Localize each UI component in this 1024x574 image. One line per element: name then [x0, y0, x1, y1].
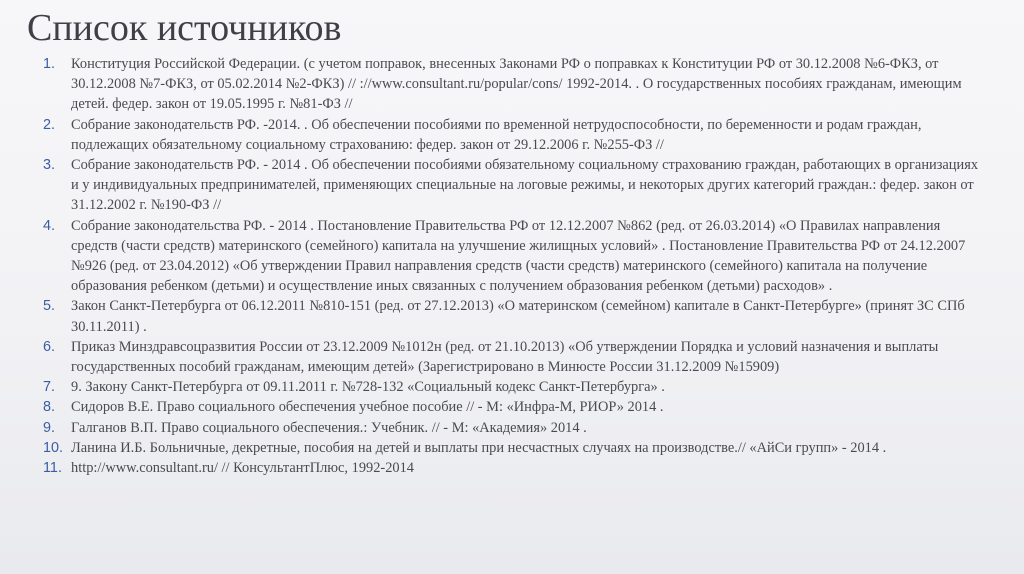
list-item-number: 11. — [43, 460, 62, 477]
list-item — [43, 155, 983, 216]
list-item — [43, 438, 983, 458]
list-item-number: 1. — [43, 56, 56, 72]
list-item — [43, 54, 983, 115]
list-item-text: Собрание законодательства РФ. - 2014 . Постановление Правительства РФ от 12.12.2007 №862 (ред. от 26.03.2014) «О Правилах направления средств (части средств) материнского (семейного) капитала на улучшение жилищных условий» . Постановление Правительства РФ от 24.12.2007 №926 (ред. от 23.04.2012) «Об утверждении Правил направления средств (части средств) материнского (семейного) капитала на получение образования ребенком (детьми) и осуществление иных связанных с получением образования ребенком (детьми) расходов» . — [71, 217, 966, 295]
list-item-number: 6. — [43, 338, 56, 355]
list-item — [43, 115, 983, 155]
list-item-number: 5. — [43, 298, 56, 315]
list-item-number: 4. — [43, 217, 56, 234]
list-item-number: 2. — [43, 116, 56, 133]
list-item-text: Ланина И.Б. Больничные, декретные, пособия на детей и выплаты при несчастных случаях на производстве.// «АйСи групп» - 2014 . — [71, 439, 887, 456]
list-item-number: 8. — [43, 399, 56, 416]
list-item-text: Собрание законодательств РФ. -2014. . Об обеспечении пособиями по временной нетрудоспособности, по беременности и родам граждан, подлежащих обязательному социальному страхованию: федер. закон от 29.12.2006 г. №255-ФЗ // — [71, 116, 922, 153]
slide-title: Список источников — [27, 7, 342, 49]
list-item — [43, 418, 983, 438]
list-item-number: 3. — [43, 157, 56, 174]
list-item-text: Приказ Минздравсоцразвития России от 23.12.2009 №1012н (ред. от 21.10.2013) «Об утверждении Порядка и условий назначения и выплаты государственных пособий гражданам, имеющим детей» (Зарегистрировано в Минюсте России 31.12.2009 №15909) — [71, 338, 939, 376]
list-item-text: Собрание законодательств РФ. - 2014 . Об обеспечении пособиями обязательному социальному страхованию граждан, работающих в организациях и у индивидуальных предпринимателей, применяющих специальные на логовые режимы, и некоторых других категорий граждан.: федер. закон от 31.12.2002 г. №190-ФЗ // — [71, 157, 979, 214]
list-item — [43, 458, 983, 478]
list-item-text: 9. Закону Санкт-Петербурга от 09.11.2011 г. №728-132 «Социальный кодекс Санкт-Петербурга» . — [71, 379, 665, 396]
list-item-text: Галганов В.П. Право социального обеспечения.: Учебник. // - М: «Академия» 2014 . — [71, 419, 587, 436]
list-item-number: 9. — [43, 419, 56, 436]
list-item-number: 10. — [43, 439, 64, 456]
list-item-number: 7. — [43, 379, 56, 396]
list-item — [43, 377, 983, 397]
list-item — [43, 337, 983, 377]
sources-list — [43, 54, 983, 478]
list-item-text: http://www.consultant.ru/ // КонсультантПлюс, 1992-2014 — [71, 460, 414, 477]
list-item-text: Закон Санкт-Петербурга от 06.12.2011 №810-151 (ред. от 27.12.2013) «О материнском (семейном) капитале в Санкт-Петербурге» (принят ЗС СПб 30.11.2011) . — [71, 298, 965, 335]
list-item — [43, 216, 983, 297]
list-item-text: Сидоров В.Е. Право социального обеспечения учебное пособие // - М: «Инфра-М, РИОР» 2014 . — [71, 399, 664, 416]
list-item-text: Конституция Российской Федерации. (с учетом поправок, внесенных Законами РФ о поправках к Конституции РФ от 30.12.2008 №6-ФКЗ, от 30.12.2008 №7-ФКЗ, от 05.02.2014 №2-ФКЗ) // ://www.consultant.ru/popular/cons/ 1992-2014. . О государственных пособиях гражданам, имеющим детей. федер. закон от 19.05.1995 г. №81-ФЗ // — [71, 56, 962, 113]
list-item — [43, 397, 983, 417]
list-item — [43, 296, 983, 336]
